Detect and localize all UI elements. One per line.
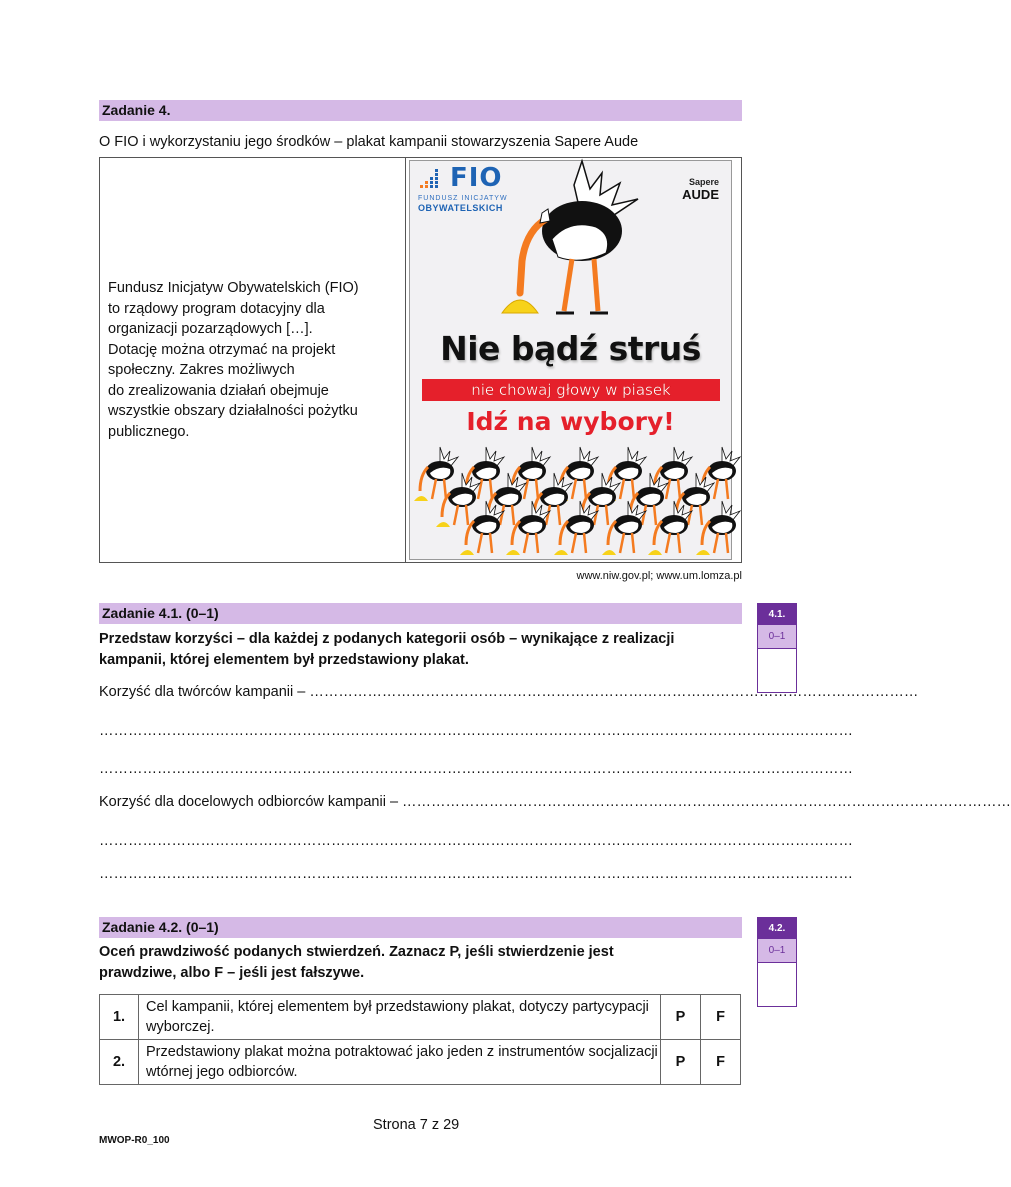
- source-text-line: Fundusz Inicjatyw Obywatelskich (FIO): [108, 280, 359, 296]
- task-4-1-header: Zadanie 4.1. (0–1): [99, 603, 742, 624]
- task-4-intro: O FIO i wykorzystaniu jego środków – plakat kampanii stowarzyszenia Sapere Aude: [99, 134, 639, 150]
- poster-ribbon: nie chowaj głowy w piasek: [422, 379, 720, 401]
- true-option[interactable]: P: [661, 1040, 701, 1085]
- source-text-line: wszystkie obszary działalności pożytku: [108, 403, 358, 419]
- true-false-table: [99, 994, 741, 1085]
- table-row: [100, 1040, 741, 1085]
- statement-number: 1.: [100, 995, 139, 1040]
- ostrich-illustration-icon: [490, 161, 650, 321]
- score-box-points: 0–1: [758, 939, 796, 963]
- poster-call-to-action: Idź na wybory!: [466, 407, 675, 436]
- answer-1-line[interactable]: [99, 684, 919, 700]
- statement-number: 2.: [100, 1040, 139, 1085]
- fio-bars-icon: [418, 165, 448, 193]
- score-box-number: 4.1.: [758, 604, 796, 625]
- source-credit: www.niw.gov.pl; www.um.lomza.pl: [576, 570, 742, 582]
- table-row: [100, 995, 741, 1040]
- answer-2-dots[interactable]: ………………………………………………………………………………………………………………: [402, 794, 1011, 810]
- source-table: [99, 157, 742, 563]
- campaign-poster: [409, 160, 732, 560]
- source-text-line: społeczny. Zakres możliwych: [108, 362, 295, 378]
- answer-1-dotted-line[interactable]: …………………………………………………………………………………………………………………………………………: [99, 723, 853, 739]
- source-text-line: organizacji pozarządowych […].: [108, 321, 313, 337]
- fio-logo-subtitle-1: FUNDUSZ INICJATYW: [418, 195, 508, 202]
- task-4-2-instruction: Oceń prawdziwość podanych stwierdzeń. Zaznacz P, jeśli stwierdzenie jest prawdziwe, albo F – jeśli jest fałszywe.: [99, 944, 614, 981]
- answer-1-dots[interactable]: ………………………………………………………………………………………………………………: [309, 684, 919, 700]
- statement-text: Cel kampanii, której elementem był przedstawiony plakat, dotyczy partycypacji wyborczej.: [139, 995, 661, 1040]
- sapere-logo-top: Sapere: [688, 177, 719, 187]
- task-4-2-header: Zadanie 4.2. (0–1): [99, 917, 742, 938]
- false-option[interactable]: F: [701, 995, 741, 1040]
- statement-text: Przedstawiony plakat można potraktować jako jeden z instrumentów socjalizacji wtórnej jego odbiorców.: [139, 1040, 661, 1085]
- answer-2-dotted-line[interactable]: …………………………………………………………………………………………………………………………………………: [99, 833, 853, 849]
- answer-2-line[interactable]: [99, 794, 1011, 810]
- sapere-logo-bottom: AUDE: [682, 187, 719, 202]
- source-text-line: do zrealizowania działań obejmuje: [108, 382, 329, 399]
- true-option[interactable]: P: [661, 995, 701, 1040]
- fio-logo-subtitle-2: OBYWATELSKICH: [418, 203, 503, 213]
- answer-2-dotted-line[interactable]: …………………………………………………………………………………………………………………………………………: [99, 866, 853, 882]
- score-box-number: 4.2.: [758, 918, 796, 939]
- score-box-4-2: [757, 917, 797, 1007]
- score-box-points: 0–1: [758, 625, 796, 649]
- fio-logo-text: FIO: [450, 163, 503, 193]
- answer-1-label: Korzyść dla twórców kampanii –: [99, 684, 306, 700]
- source-text-line: Dotację można otrzymać na projekt: [108, 341, 336, 358]
- answer-2-label: Korzyść dla docelowych odbiorców kampanii –: [99, 794, 399, 810]
- poster-slogan: Nie bądź struś: [440, 329, 701, 368]
- answer-1-dotted-line[interactable]: …………………………………………………………………………………………………………………………………………: [99, 761, 853, 777]
- task-4-1-instruction: Przedstaw korzyści – dla każdej z podanych kategorii osób – wynikające z realizacji kampanii, której elementem był przedstawiony plakat.: [99, 631, 675, 668]
- score-box-blank: [758, 963, 796, 1006]
- page-number: Strona 7 z 29: [373, 1117, 460, 1133]
- exam-code: MWOP-R0_100: [99, 1135, 170, 1146]
- false-option[interactable]: F: [701, 1040, 741, 1085]
- score-box-4-1: [757, 603, 797, 693]
- ostrich-flock-icon: [410, 447, 733, 561]
- source-text-line: publicznego.: [108, 423, 190, 440]
- table-divider: [405, 158, 406, 562]
- source-text-line: to rządowy program dotacyjny dla: [108, 300, 325, 317]
- source-text: [108, 278, 398, 442]
- task-4-header: Zadanie 4.: [99, 100, 742, 121]
